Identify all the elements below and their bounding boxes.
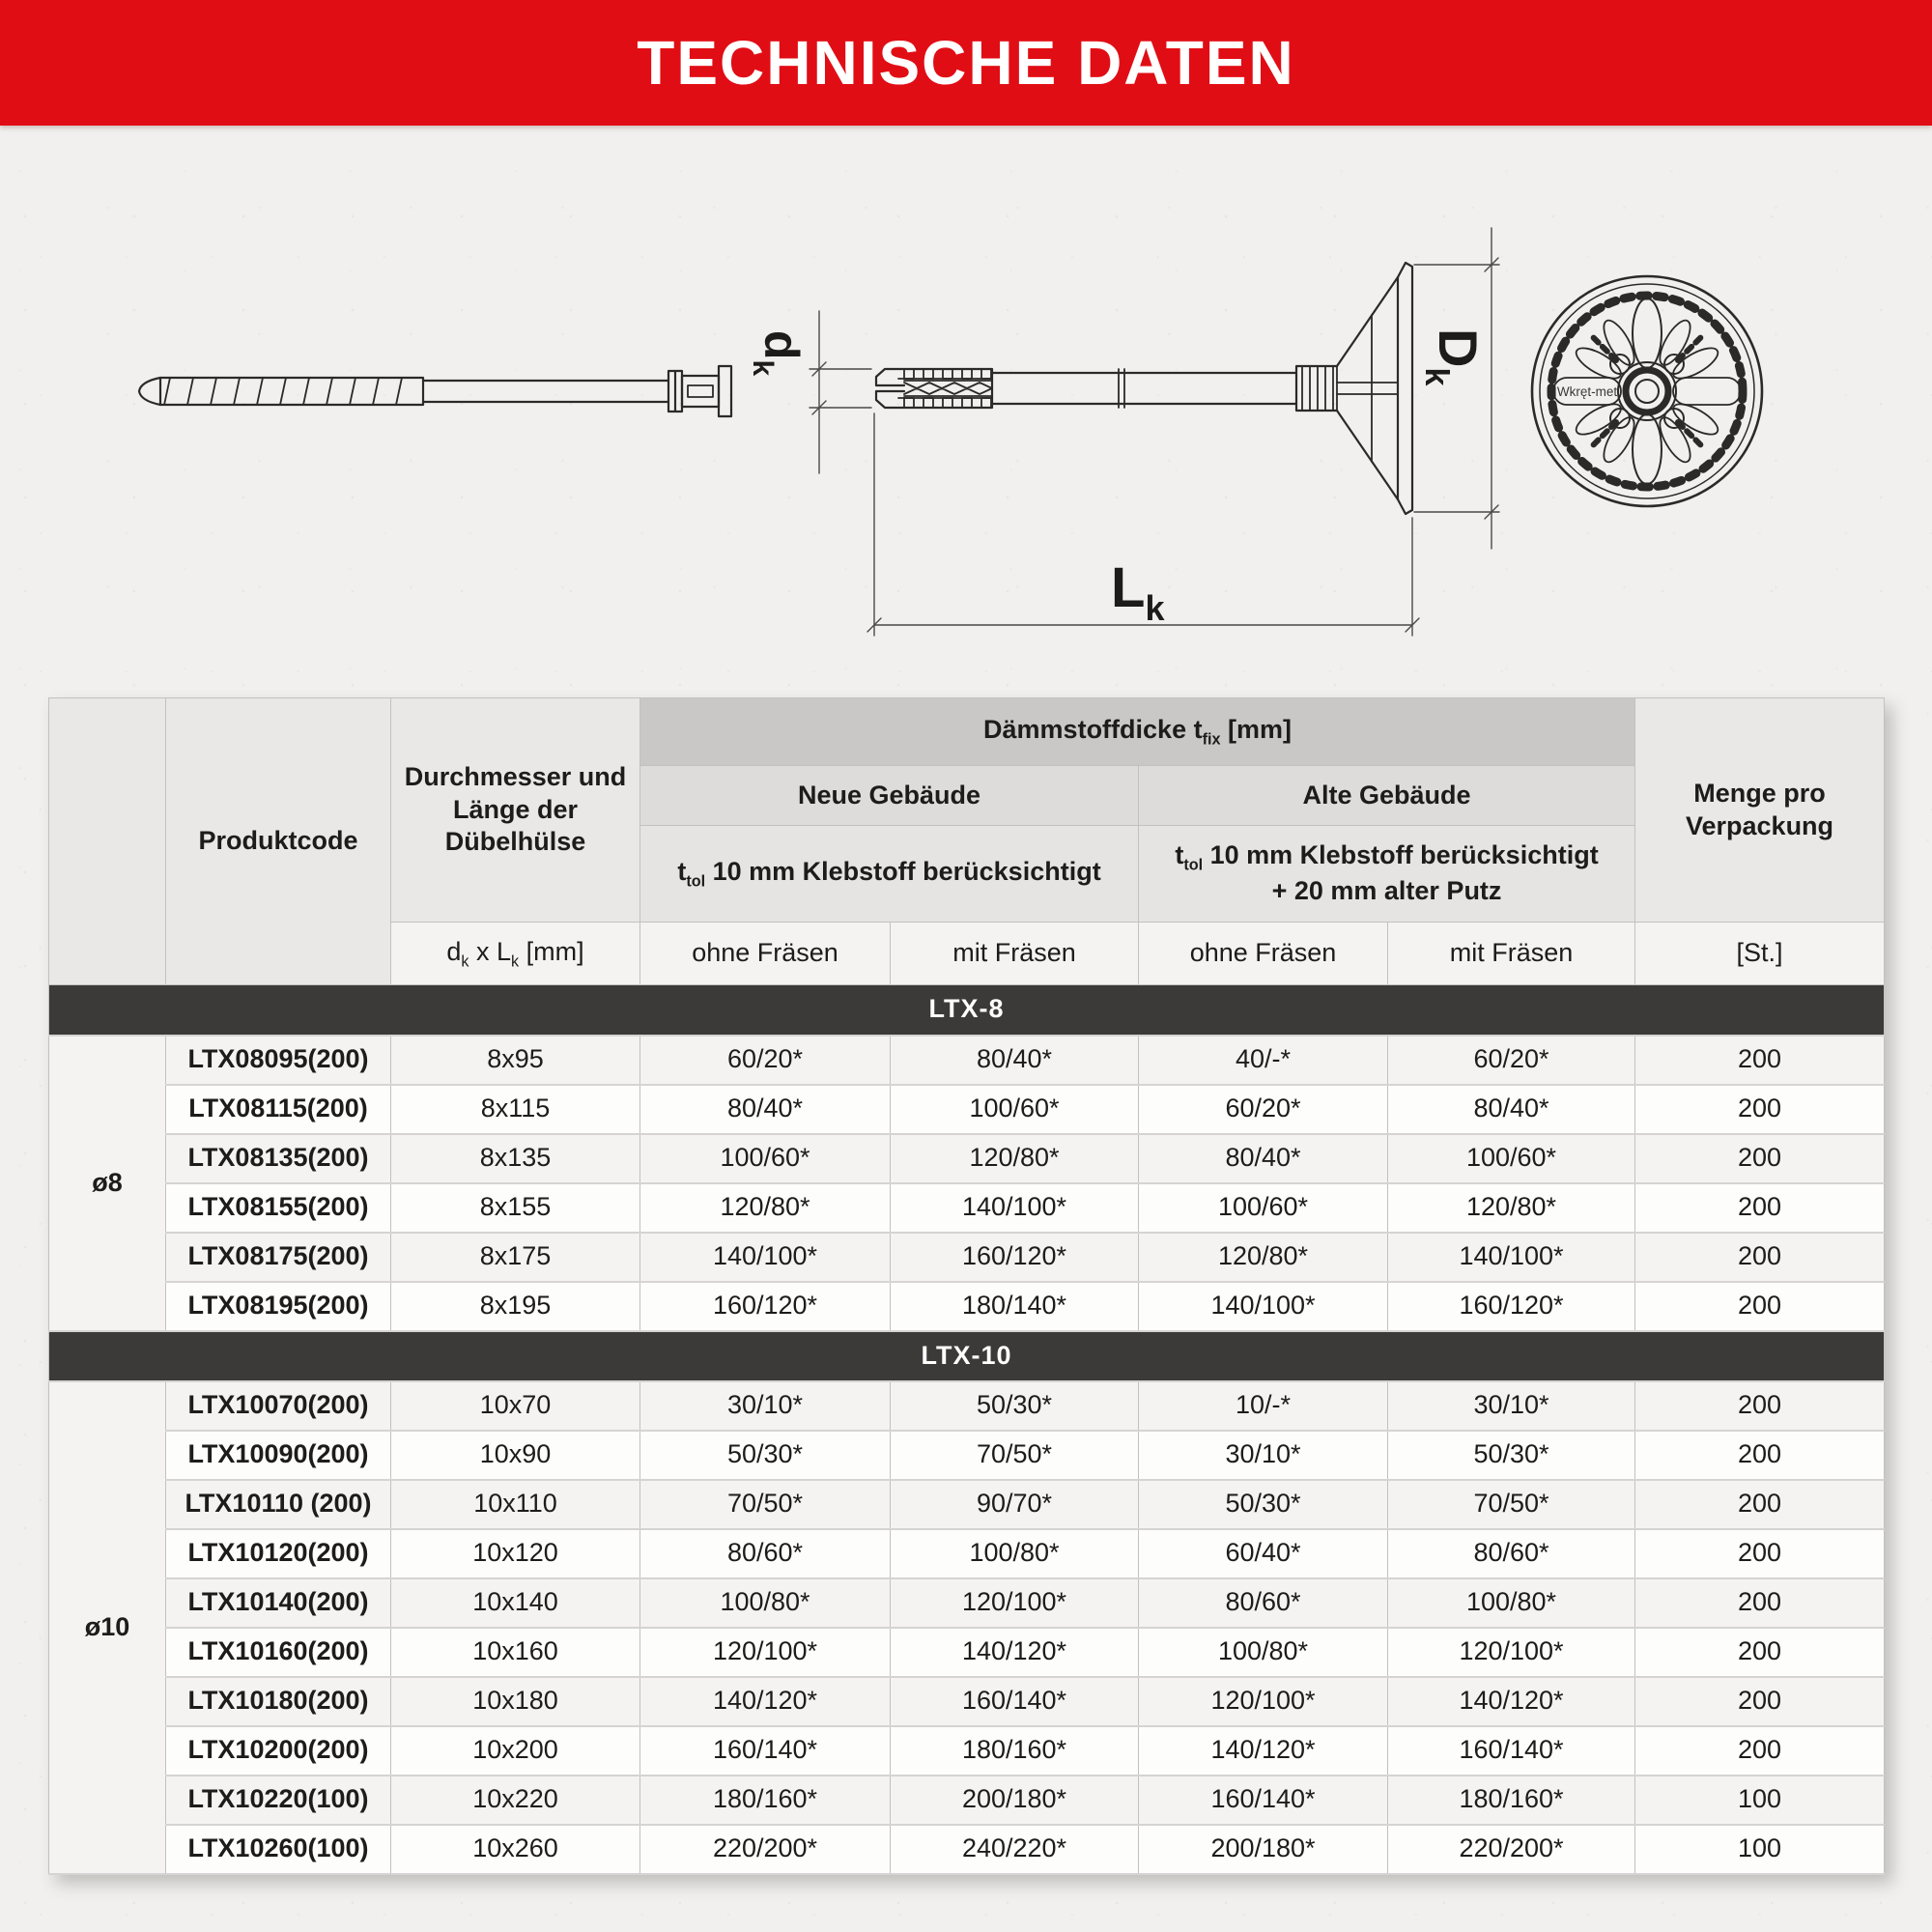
value-cell: 100/80* xyxy=(891,1529,1139,1578)
product-code-cell: LTX08175(200) xyxy=(166,1233,391,1282)
col-header-produktcode: Produktcode xyxy=(166,698,391,985)
value-cell: 140/100* xyxy=(1139,1282,1388,1331)
value-cell: 100/60* xyxy=(640,1134,891,1183)
value-cell: 200 xyxy=(1635,1677,1885,1726)
col-header-menge: Menge pro Verpackung xyxy=(1635,698,1885,923)
value-cell: 160/120* xyxy=(1388,1282,1635,1331)
product-code-cell: LTX10110 (200) xyxy=(166,1480,391,1529)
value-cell: 160/140* xyxy=(640,1726,891,1776)
value-cell: 120/100* xyxy=(640,1628,891,1677)
pin-side-view-drawing xyxy=(139,366,731,416)
value-cell: 8x155 xyxy=(391,1183,640,1233)
product-code-cell: LTX10160(200) xyxy=(166,1628,391,1677)
dimension-Lk xyxy=(867,413,1419,636)
table-row xyxy=(49,1578,1885,1628)
value-cell: 140/100* xyxy=(1388,1233,1635,1282)
title-banner xyxy=(0,0,1932,126)
value-cell: 10/-* xyxy=(1139,1381,1388,1431)
value-cell: 160/140* xyxy=(891,1677,1139,1726)
table-row xyxy=(49,1628,1885,1677)
value-cell: 200 xyxy=(1635,1726,1885,1776)
value-cell: 40/-* xyxy=(1139,1036,1388,1085)
diameter-group-label: ø8 xyxy=(49,1036,166,1331)
dimension-dk xyxy=(747,311,871,473)
value-cell: 8x135 xyxy=(391,1134,640,1183)
product-code-cell: LTX10220(100) xyxy=(166,1776,391,1825)
value-cell: 8x175 xyxy=(391,1233,640,1282)
product-code-cell: LTX08135(200) xyxy=(166,1134,391,1183)
table-row xyxy=(49,1036,1885,1085)
value-cell: 10x110 xyxy=(391,1480,640,1529)
value-cell: 50/30* xyxy=(1139,1480,1388,1529)
product-code-cell: LTX10070(200) xyxy=(166,1381,391,1431)
value-cell: 8x95 xyxy=(391,1036,640,1085)
value-cell: 140/120* xyxy=(640,1677,891,1726)
table-row xyxy=(49,1825,1885,1874)
value-cell: 90/70* xyxy=(891,1480,1139,1529)
subgroup-header-neue-gebaeude: Neue Gebäude xyxy=(640,766,1139,826)
value-cell: 60/20* xyxy=(1139,1085,1388,1134)
value-cell: 160/140* xyxy=(1388,1726,1635,1776)
value-cell: 120/80* xyxy=(891,1134,1139,1183)
value-cell: 120/100* xyxy=(1139,1677,1388,1726)
product-code-cell: LTX10200(200) xyxy=(166,1726,391,1776)
note-neue-gebaeude: $t_{tol}$ 10 mm Klebstoff berücksichtigt xyxy=(640,826,1139,923)
value-cell: 200 xyxy=(1635,1282,1885,1331)
value-cell: 120/80* xyxy=(1388,1183,1635,1233)
product-code-cell: LTX10120(200) xyxy=(166,1529,391,1578)
value-cell: 140/100* xyxy=(891,1183,1139,1233)
value-cell: 140/120* xyxy=(1388,1677,1635,1726)
table-row xyxy=(49,1726,1885,1776)
value-cell: 10x200 xyxy=(391,1726,640,1776)
value-cell: 70/50* xyxy=(891,1431,1139,1480)
value-cell: 100 xyxy=(1635,1825,1885,1874)
value-cell: 220/200* xyxy=(1388,1825,1635,1874)
technical-data-table xyxy=(48,697,1885,1875)
value-cell: 120/80* xyxy=(1139,1233,1388,1282)
value-cell: 120/100* xyxy=(1388,1628,1635,1677)
table-row xyxy=(49,1134,1885,1183)
value-cell: 100 xyxy=(1635,1776,1885,1825)
technical-drawings xyxy=(48,155,1884,681)
value-cell: 200 xyxy=(1635,1381,1885,1431)
value-cell: 80/60* xyxy=(1139,1578,1388,1628)
value-cell: 80/40* xyxy=(640,1085,891,1134)
value-cell: 200 xyxy=(1635,1480,1885,1529)
product-code-cell: LTX10090(200) xyxy=(166,1431,391,1480)
value-cell: 200/180* xyxy=(1139,1825,1388,1874)
dowel-side-view-drawing xyxy=(876,263,1412,514)
table-head-body xyxy=(49,698,1885,985)
section-band: LTX-8 xyxy=(49,985,1885,1036)
value-cell: 120/80* xyxy=(640,1183,891,1233)
product-code-cell: LTX10180(200) xyxy=(166,1677,391,1726)
table-row xyxy=(49,1282,1885,1331)
table-body xyxy=(49,985,1885,1874)
value-cell: 100/60* xyxy=(1388,1134,1635,1183)
value-cell: 200 xyxy=(1635,1036,1885,1085)
value-cell: 60/20* xyxy=(640,1036,891,1085)
value-cell: 100/80* xyxy=(1139,1628,1388,1677)
col-header-ohne-fraesen-neu: ohne Fräsen xyxy=(640,923,891,985)
col-header-ohne-fraesen-alt: ohne Fräsen xyxy=(1139,923,1388,985)
value-cell: 10x140 xyxy=(391,1578,640,1628)
value-cell: 220/200* xyxy=(640,1825,891,1874)
value-cell: 100/80* xyxy=(1388,1578,1635,1628)
value-cell: 100/80* xyxy=(640,1578,891,1628)
diameter-group-label: ø10 xyxy=(49,1381,166,1874)
value-cell: 10x220 xyxy=(391,1776,640,1825)
value-cell: 30/10* xyxy=(1388,1381,1635,1431)
value-cell: 8x115 xyxy=(391,1085,640,1134)
col-header-dk-lk: $d_k$ x $L_k$ [mm] xyxy=(391,923,640,985)
value-cell: 70/50* xyxy=(1388,1480,1635,1529)
value-cell: 200 xyxy=(1635,1628,1885,1677)
Lk-label: $L_k$ xyxy=(1111,556,1165,628)
subgroup-header-alte-gebaeude: Alte Gebäude xyxy=(1139,766,1635,826)
value-cell: 240/220* xyxy=(891,1825,1139,1874)
value-cell: 160/140* xyxy=(1139,1776,1388,1825)
plate-brand-text: Wkręt-met xyxy=(1556,384,1618,399)
section-band: LTX-10 xyxy=(49,1331,1885,1381)
value-cell: 30/10* xyxy=(640,1381,891,1431)
value-cell: 70/50* xyxy=(640,1480,891,1529)
value-cell: 30/10* xyxy=(1139,1431,1388,1480)
product-code-cell: LTX08095(200) xyxy=(166,1036,391,1085)
table-row xyxy=(49,1085,1885,1134)
table-row xyxy=(49,1183,1885,1233)
note-alte-gebaeude: $t_{tol}$ 10 mm Klebstoff berücksichtigt + 20 mm alter Putz xyxy=(1139,826,1635,923)
value-cell: 10x260 xyxy=(391,1825,640,1874)
value-cell: 100/60* xyxy=(891,1085,1139,1134)
value-cell: 80/40* xyxy=(1388,1085,1635,1134)
product-code-cell: LTX08115(200) xyxy=(166,1085,391,1134)
value-cell: 10x160 xyxy=(391,1628,640,1677)
table-row xyxy=(49,1529,1885,1578)
value-cell: 200 xyxy=(1635,1134,1885,1183)
value-cell: 80/60* xyxy=(640,1529,891,1578)
value-cell: 50/30* xyxy=(1388,1431,1635,1480)
value-cell: 200 xyxy=(1635,1529,1885,1578)
corner-cell xyxy=(49,698,166,985)
value-cell: 10x70 xyxy=(391,1381,640,1431)
value-cell: 140/100* xyxy=(640,1233,891,1282)
col-header-mit-fraesen-alt: mit Fräsen xyxy=(1388,923,1635,985)
value-cell: 10x180 xyxy=(391,1677,640,1726)
value-cell: 160/120* xyxy=(640,1282,891,1331)
Dk-label: $D_k$ xyxy=(1418,328,1489,386)
group-header-daemmstoffdicke: Dämmstoffdicke $t_{fix}$ [mm] xyxy=(640,698,1635,766)
value-cell: 50/30* xyxy=(640,1431,891,1480)
value-cell: 80/40* xyxy=(891,1036,1139,1085)
value-cell: 160/120* xyxy=(891,1233,1139,1282)
value-cell: 180/140* xyxy=(891,1282,1139,1331)
value-cell: 50/30* xyxy=(891,1381,1139,1431)
product-code-cell: LTX08155(200) xyxy=(166,1183,391,1233)
product-code-cell: LTX08195(200) xyxy=(166,1282,391,1331)
table-row xyxy=(49,1776,1885,1825)
value-cell: 140/120* xyxy=(1139,1726,1388,1776)
value-cell: 200/180* xyxy=(891,1776,1139,1825)
col-header-durchmesser: Durchmesser und Länge der Dübelhülse xyxy=(391,698,640,923)
value-cell: 100/60* xyxy=(1139,1183,1388,1233)
value-cell: 200 xyxy=(1635,1233,1885,1282)
product-code-cell: LTX10140(200) xyxy=(166,1578,391,1628)
table-row xyxy=(49,1233,1885,1282)
value-cell: 60/20* xyxy=(1388,1036,1635,1085)
value-cell: 10x120 xyxy=(391,1529,640,1578)
value-cell: 180/160* xyxy=(891,1726,1139,1776)
value-cell: 10x90 xyxy=(391,1431,640,1480)
value-cell: 80/40* xyxy=(1139,1134,1388,1183)
table-row xyxy=(49,1431,1885,1480)
col-header-mit-fraesen-neu: mit Fräsen xyxy=(891,923,1139,985)
table-row xyxy=(49,1480,1885,1529)
table-row xyxy=(49,1677,1885,1726)
value-cell: 200 xyxy=(1635,1085,1885,1134)
col-header-st: [St.] xyxy=(1635,923,1885,985)
value-cell: 120/100* xyxy=(891,1578,1139,1628)
value-cell: 80/60* xyxy=(1388,1529,1635,1578)
pressure-plate-drawing xyxy=(1532,276,1762,506)
value-cell: 60/40* xyxy=(1139,1529,1388,1578)
value-cell: 180/160* xyxy=(1388,1776,1635,1825)
product-code-cell: LTX10260(100) xyxy=(166,1825,391,1874)
value-cell: 200 xyxy=(1635,1183,1885,1233)
page-title: TECHNISCHE DATEN xyxy=(637,28,1295,98)
value-cell: 8x195 xyxy=(391,1282,640,1331)
value-cell: 180/160* xyxy=(640,1776,891,1825)
value-cell: 200 xyxy=(1635,1431,1885,1480)
value-cell: 200 xyxy=(1635,1578,1885,1628)
dk-label: $d_k$ xyxy=(747,330,809,377)
dimension-Dk xyxy=(1414,228,1499,549)
table-row xyxy=(49,1381,1885,1431)
value-cell: 140/120* xyxy=(891,1628,1139,1677)
